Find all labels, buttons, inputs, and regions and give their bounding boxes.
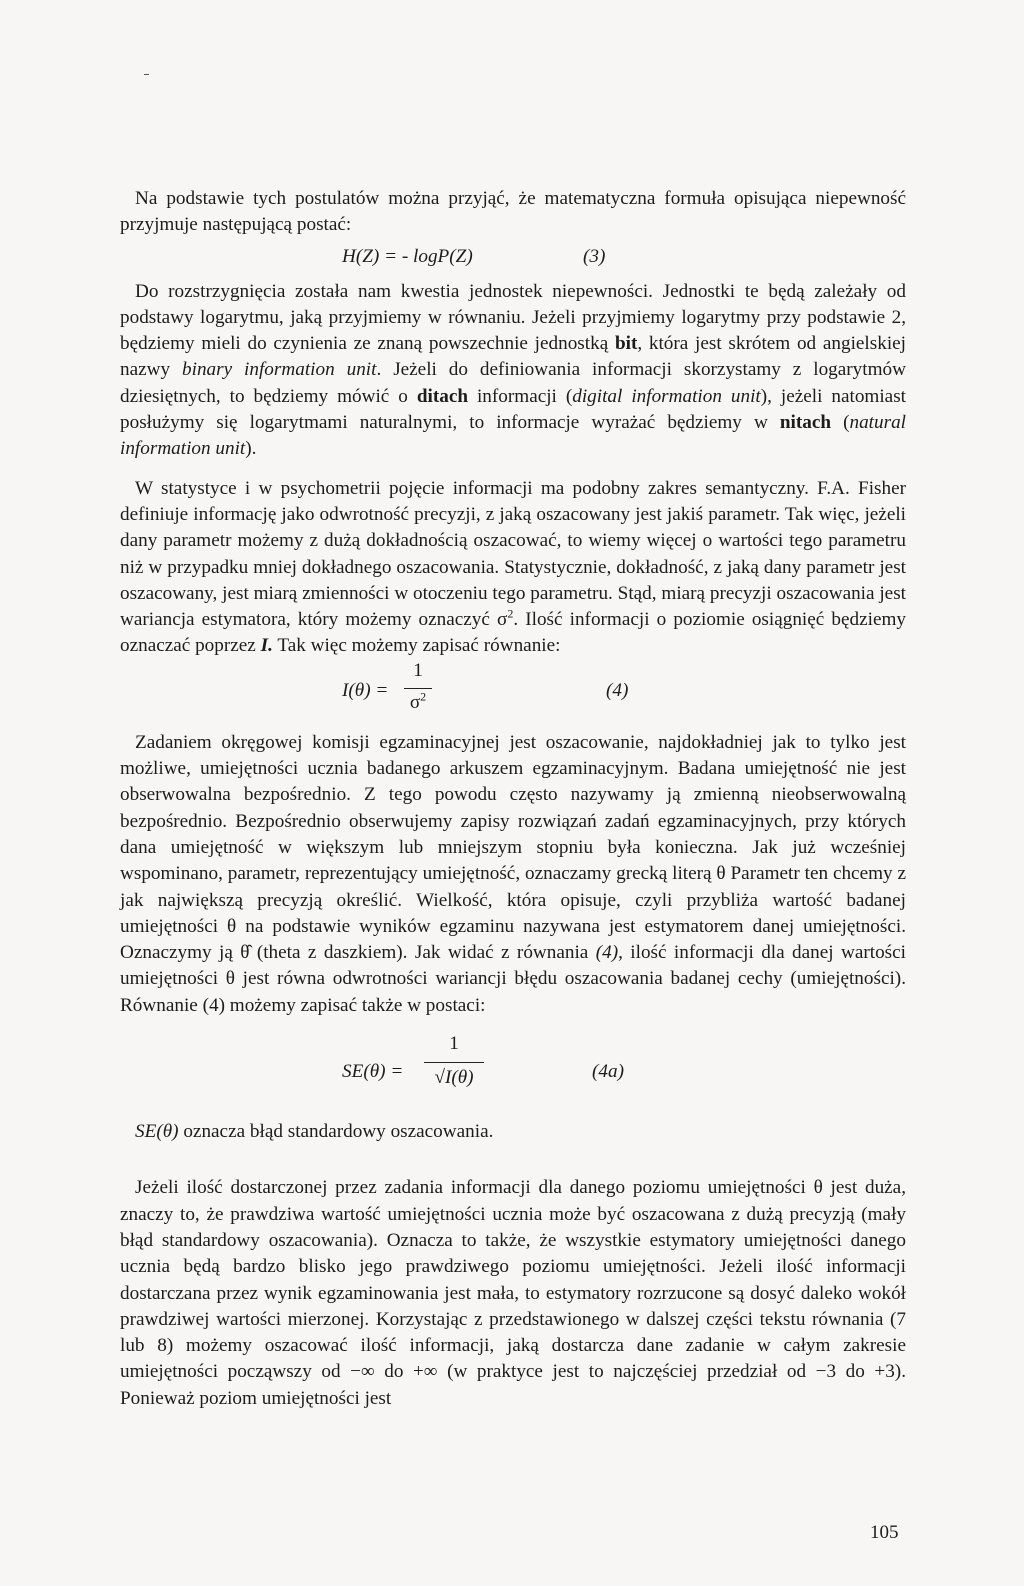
paragraph-information: Jeżeli ilość dostarczonej przez zadania informacji dla danego poziomu umiejętności θ jest duża, znaczy to, że prawdziwa wartość umiejętności ucznia może być oszacowana z dużą precyzją (mały błąd standardowy oszacowania). Oznacza to także, że wszystkie estymatory umiejętności danego ucznia będą bardzo blisko jego prawdziwego poziomu umiejętności. Jeżeli ilość informacji dostarczana przez wynik egzaminowania jest mała, to estymatory rozrzucone są dosyć daleko wokół prawdziwej wartości mierzonej. Korzystając z przedstawionego w dalszej części tekstu równania (7 lub 8) możemy oszacować ilość informacji, jaką dostarcza dane zadanie w całym zakresie umiejętności począwszy od −∞ do +∞ (w praktyce jest to najczęściej przedział od −3 do +3). Ponieważ poziom umiejętności jest bbox=[120, 1177, 906, 1409]
term-ditach: ditach bbox=[416, 385, 469, 407]
equation-ref: (4) bbox=[595, 942, 619, 964]
equation-4-number: (4) bbox=[606, 679, 629, 701]
term-digital: digital information unit bbox=[572, 385, 761, 407]
document-body bbox=[120, 186, 906, 1412]
term-se: SE(θ) bbox=[135, 1121, 179, 1143]
term-binary: binary information unit bbox=[182, 359, 377, 381]
page-number: 105 bbox=[870, 1522, 899, 1543]
equation-4-lhs: I(θ) = bbox=[342, 679, 389, 701]
equation-4a-fraction bbox=[424, 1033, 484, 1103]
equation-4a bbox=[120, 1019, 906, 1115]
paragraph-examination: Zadaniem okręgowej komisji egzaminacyjnej jest oszacowanie, najdokładniej jak to tylko jest możliwe, umiejętności ucznia badanego arkuszem egzaminacyjnym. Badana umiejętność nie jest obserwowalna bezpośrednio. Z tego powodu często nazywamy ją zmienną nieobserwowalną bezpośrednio. Bezpośrednio obserwujemy zapisy rozwiązań zadań egzaminacyjnych, przy których dana umiejętność w większym lub mniejszym stopniu była konieczna. Jak już wcześniej wspominano, parametr, reprezentujący umiejętność, oznaczamy grecką literą θ Parametr ten chcemy z jak największą precyzją określić. Wielkość, która opisuje, czyli przybliża wartość badanej umiejętności θ na podstawie wyników egzaminu nazywana jest estymatorem danej umiejętności. Oznaczymy ją θ̂ (theta z daszkiem). Jak widać z równania (4), ilość informacji dla danej wartości umiejętności θ jest równa odwrotności wariancji błędu oszacowania badanej cechy (umiejętności). Równanie (4) możemy zapisać także w postaci: bbox=[120, 731, 906, 1016]
equation-4-numerator: 1 bbox=[413, 659, 423, 681]
equation-4-denominator: $\sigma^2$ bbox=[409, 689, 427, 713]
equation-4a-number: (4a) bbox=[592, 1061, 624, 1083]
term-natural: natural information unit bbox=[120, 412, 906, 460]
equation-4-fraction bbox=[404, 660, 432, 720]
paragraph-postulates: Na podstawie tych postulatów można przyjąć, że matematyczna formuła opisująca niepewność przyjmuje następującą postać: bbox=[120, 188, 906, 236]
term-nitach: nitach bbox=[779, 412, 832, 434]
equation-4a-denominator: √I(θ) bbox=[434, 1067, 474, 1089]
scan-mark bbox=[144, 74, 149, 75]
paragraph-statistics: W statystyce i w psychometrii pojęcie informacji ma podobny zakres semantyczny. F.A. Fisher definiuje informację jako odwrotność precyzji, z jaką oszacowany jest jakiś parametr. Tak więc, jeżeli dany parametr możemy z dużą dokładnością oszacować, to wiemy więcej o wartości tego parametru niż w przypadku mniej dokładnego oszacowania. Statystycznie, dokładność, z jaką dany parametr jest oszacowany, jest miarą zmienności w otoczeniu tego parametru. Stąd, miarą precyzji oszacowania jest wariancja estymatora, który możemy oznaczyć $\sigma^2$. Ilość informacji o poziomie osiągnięć będziemy oznaczać poprzez I. Tak więc możemy zapisać równanie: bbox=[120, 477, 906, 657]
paragraph-se: SE(θ) oznacza błąd standardowy oszacowania. bbox=[135, 1121, 494, 1143]
equation-4a-numerator: 1 bbox=[449, 1033, 459, 1055]
term-bit: bit bbox=[614, 333, 638, 355]
equation-3 bbox=[120, 239, 906, 279]
equation-4a-lhs: SE(θ) = bbox=[342, 1061, 404, 1083]
equation-4 bbox=[120, 660, 906, 724]
paragraph-units: Do rozstrzygnięcia została nam kwestia jednostek niepewności. Jednostki te będą zależały od podstawy logarytmu, jaką przyjmiemy w równaniu. Jeżeli przyjmiemy logarytmy przy podstawie 2, będziemy mieli do czynienia ze znaną powszechnie jednostką bit, która jest skrótem od angielskiej nazwy binary information unit. Jeżeli do definiowania informacji skorzystamy z logarytmów dziesiętnych, to będziemy mówić o ditach informacji (digital information unit), jeżeli natomiast posłużymy się logarytmami naturalnymi, to informacje wyrażać będziemy w nitach (natural information unit). bbox=[120, 280, 907, 460]
symbol-I: I. bbox=[260, 635, 273, 657]
equation-3-number: (3) bbox=[583, 245, 606, 267]
equation-3-formula: H(Z) = - logP(Z) bbox=[342, 245, 473, 267]
